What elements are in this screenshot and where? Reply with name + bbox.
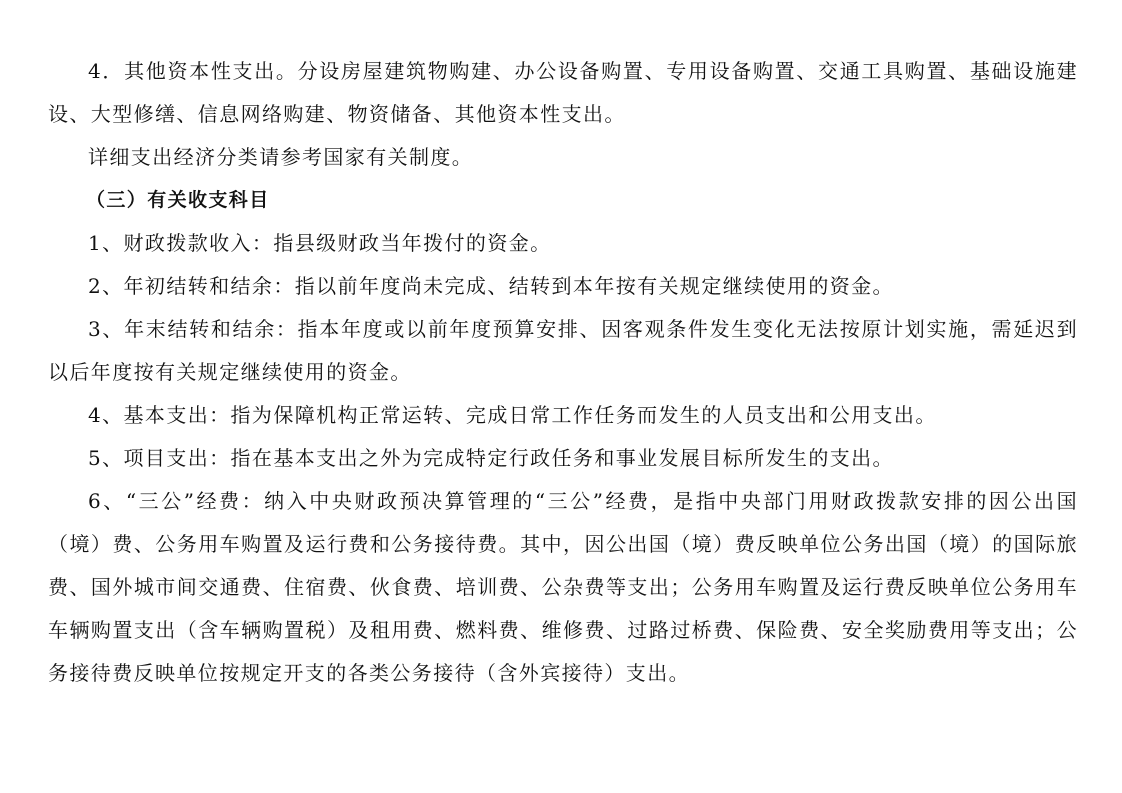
item-basic-expenditure: 4、基本支出：指为保障机构正常运转、完成日常工作任务而发生的人员支出和公用支出。 — [88, 403, 937, 427]
item-three-public-expenses: 6、“三公”经费：纳入中央财政预决算管理的“三公”经费，是指中央部门用财政拨款安排的因公出国（境）费、公务用车购置及运行费和公务接待费。其中，因公出国（境）费反映单位公务出国（境）的国际旅费、国外城市间交通费、住宿费、伙食费、培训费、公杂费等支出；公务用车购置及运行费反映单位公务用车车辆购置支出（含车辆购置税）及租用费、燃料费、维修费、过路过桥费、保险费、安全奖励费用等支出；公务接待费反映单位按规定开支的各类公务接待（含外宾接待）支出。 — [48, 489, 1078, 685]
item-beginning-carryover: 2、年初结转和结余：指以前年度尚未完成、结转到本年按有关规定继续使用的资金。 — [88, 274, 894, 298]
section-heading: （三）有关收支科目 — [86, 189, 270, 211]
document-page — [48, 50, 1078, 695]
item-fiscal-allocation-income: 1、财政拨款收入：指县级财政当年拨付的资金。 — [88, 231, 552, 255]
paragraph-reference-note: 详细支出经济分类请参考国家有关制度。 — [88, 145, 474, 169]
paragraph-capital-expenditure: 4．其他资本性支出。分设房屋建筑物购建、办公设备购置、专用设备购置、交通工具购置、基础设施建设、大型修缮、信息网络购建、物资储备、其他资本性支出。 — [48, 59, 1078, 126]
item-ending-carryover: 3、年末结转和结余：指本年度或以前年度预算安排、因客观条件发生变化无法按原计划实施，需延迟到以后年度按有关规定继续使用的资金。 — [48, 317, 1078, 384]
item-project-expenditure: 5、项目支出：指在基本支出之外为完成特定行政任务和事业发展目标所发生的支出。 — [88, 446, 894, 470]
